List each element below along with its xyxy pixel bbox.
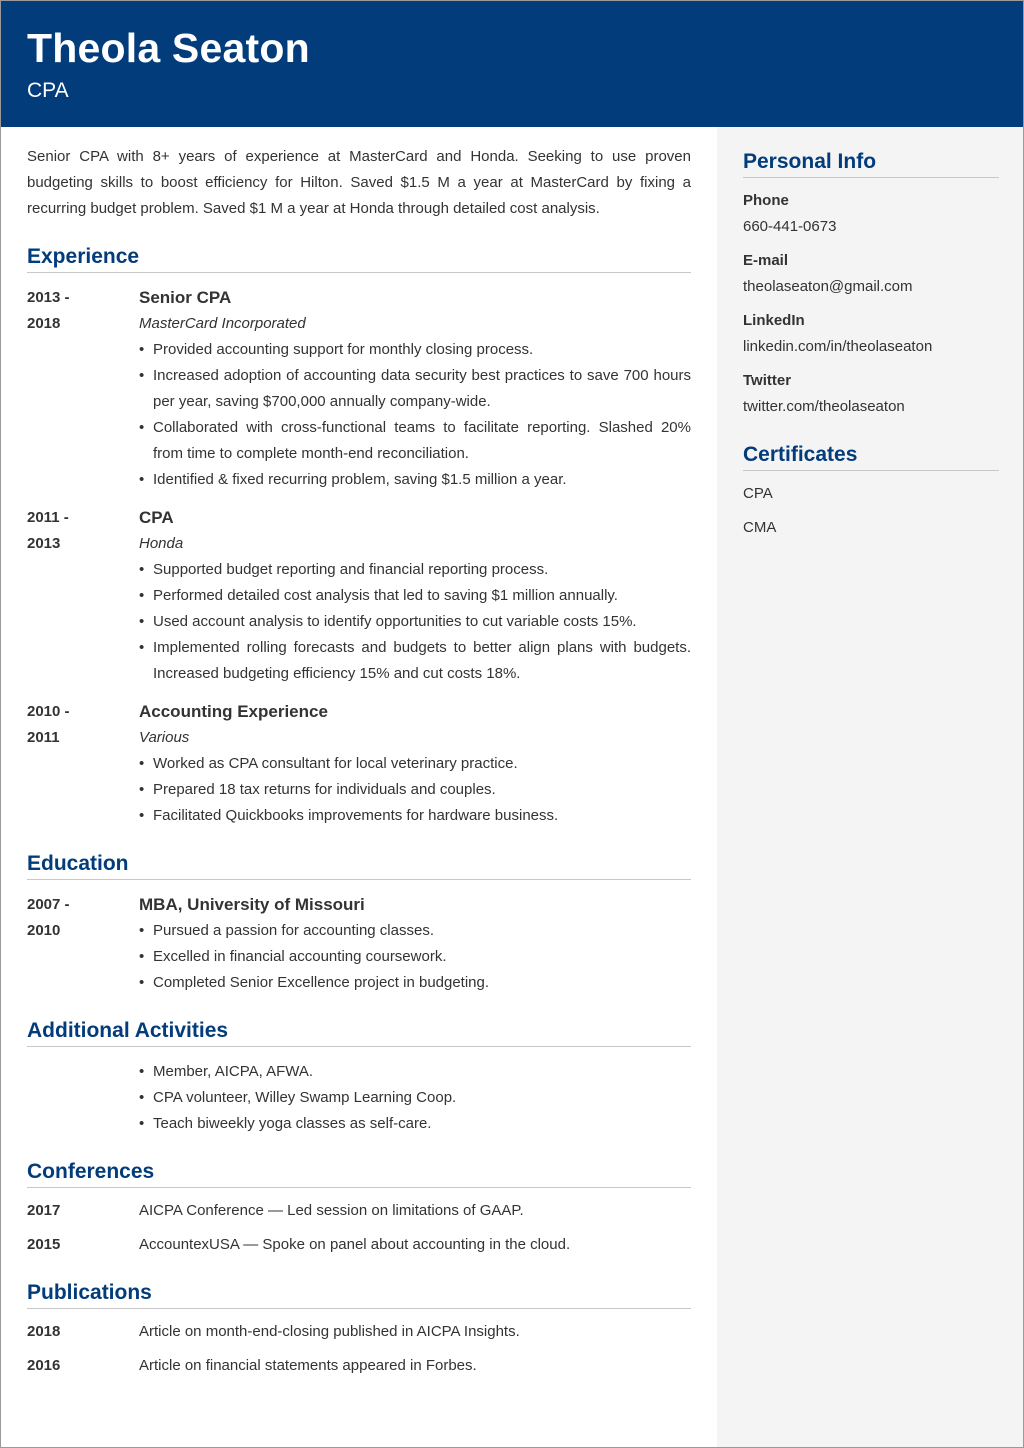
conferences-heading: Conferences [27,1159,691,1188]
entry-body [139,699,691,829]
date-start: 2007 - [27,896,70,913]
bullet-item: • Used account analysis to identify opportunities to cut variable costs 15%. [139,609,691,635]
date-end: 2013 [27,535,61,552]
bullet-list [139,918,691,996]
candidate-role: CPA [27,79,69,102]
bullet-item: • Facilitated Quickbooks improvements for hardware business. [139,803,691,829]
bullet-list [139,751,691,829]
experience-entry [27,285,691,493]
job-title: Accounting Experience [139,702,328,721]
bullet-item: • Worked as CPA consultant for local veterinary practice. [139,751,691,777]
email-label: E-mail [743,252,789,269]
activities-heading: Additional Activities [27,1018,691,1047]
bullet-item: • Increased adoption of accounting data security best practices to save 700 hours per year, saving $700,000 annually company-wide. [139,363,691,415]
activities-entry [27,1059,691,1137]
job-title: Senior CPA [139,288,232,307]
phone-value[interactable]: 660-441-0673 [743,218,837,235]
date-end: 2011 [27,729,60,746]
bullet-item: • Teach biweekly yoga classes as self-care. [139,1111,691,1137]
certificate-item: CMA [743,519,777,536]
bullet-item: • Completed Senior Excellence project in budgeting. [139,970,691,996]
entry-body [139,892,691,996]
resume-header [1,1,1023,127]
publication-year: 2016 [27,1357,61,1374]
bullet-item: • Identified & fixed recurring problem, saving $1.5 million a year. [139,467,691,493]
bullet-item: • Collaborated with cross-functional teams to facilitate reporting. Slashed 20% from time to complete month-end reconciliation. [139,415,691,467]
entry-date-empty [27,1059,139,1137]
bullet-item: • CPA volunteer, Willey Swamp Learning Coop. [139,1085,691,1111]
certificate-item: CPA [743,485,773,502]
summary-text: Senior CPA with 8+ years of experience at MasterCard and Honda. Seeking to use proven budgeting skills to boost efficiency for Hilton. Saved $1.5 M a year at MasterCard by fixing a recurring budget problem. Saved $1 M a year at Honda through detailed cost analysis. [27,148,691,217]
twitter-label: Twitter [743,372,792,389]
entry-date [27,285,139,493]
degree-title: MBA, University of Missouri [139,895,365,914]
entry-date [27,505,139,687]
date-start: 2013 - [27,289,70,306]
bullet-item: • Supported budget reporting and financial reporting process. [139,557,691,583]
publications-heading: Publications [27,1280,691,1309]
conference-text: AICPA Conference — Led session on limitations of GAAP. [139,1202,524,1219]
entry-body [139,285,691,493]
bullet-item: • Provided accounting support for monthly closing process. [139,337,691,363]
publication-text: Article on month-end-closing published in AICPA Insights. [139,1323,520,1340]
entry-date [27,892,139,996]
job-title: CPA [139,508,174,527]
company-name: MasterCard Incorporated [139,315,306,332]
entry-body [139,505,691,687]
conference-row [27,1232,691,1258]
conference-row [27,1198,691,1224]
phone-label: Phone [743,192,789,209]
experience-heading: Experience [27,244,691,273]
conference-year: 2015 [27,1236,61,1253]
education-entry [27,892,691,996]
publication-row [27,1353,691,1379]
date-start: 2011 - [27,509,69,526]
bullet-item: • Excelled in financial accounting coursework. [139,944,691,970]
certificates-heading: Certificates [743,442,999,471]
personal-info-heading: Personal Info [743,149,999,178]
bullet-item: • Prepared 18 tax returns for individuals and couples. [139,777,691,803]
sidebar [717,127,1023,1447]
conference-year: 2017 [27,1202,61,1219]
date-start: 2010 - [27,703,70,720]
entry-date [27,699,139,829]
education-heading: Education [27,851,691,880]
date-end: 2010 [27,922,61,939]
publication-year: 2018 [27,1323,61,1340]
experience-entry [27,699,691,829]
main-column [27,127,691,1379]
experience-entry [27,505,691,687]
bullet-list [139,557,691,687]
bullet-list [139,337,691,493]
bullet-item: • Member, AICPA, AFWA. [139,1059,691,1085]
company-name: Honda [139,535,184,552]
linkedin-value[interactable]: linkedin.com/in/theolaseaton [743,338,933,355]
company-name: Various [139,729,190,746]
bullet-item: • Pursued a passion for accounting classes. [139,918,691,944]
bullet-list [139,1059,691,1137]
candidate-name: Theola Seaton [27,25,310,71]
publication-text: Article on financial statements appeared in Forbes. [139,1357,477,1374]
conference-text: AccountexUSA — Spoke on panel about accounting in the cloud. [139,1236,571,1253]
linkedin-label: LinkedIn [743,312,805,329]
email-value[interactable]: theolaseaton@gmail.com [743,278,913,295]
bullet-item: • Performed detailed cost analysis that led to saving $1 million annually. [139,583,691,609]
twitter-value[interactable]: twitter.com/theolaseaton [743,398,905,415]
publication-row [27,1319,691,1345]
entry-body [139,1059,691,1137]
bullet-item: • Implemented rolling forecasts and budgets to better align plans with budgets. Increased budgeting efficiency 15% and cut costs 18%. [139,635,691,687]
date-end: 2018 [27,315,61,332]
